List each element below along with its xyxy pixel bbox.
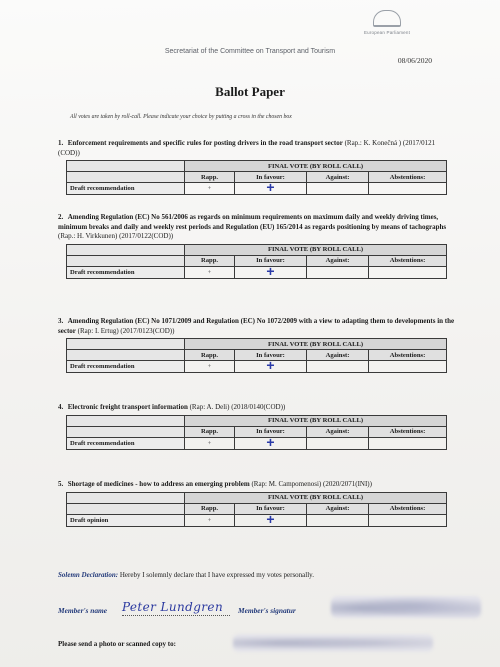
in-favour-cell[interactable]: [235, 357, 307, 373]
abstentions-cell[interactable]: [369, 183, 447, 195]
in-favour-header: In favour:: [235, 350, 307, 361]
item-number: 5.: [58, 480, 64, 488]
item-reference: (Rap.: K. Konečná ) (2017/0121 (COD)): [58, 139, 436, 157]
row-label: Draft recommendation: [67, 266, 185, 278]
ballot-item-1: [58, 139, 458, 195]
vote-table: [66, 244, 447, 279]
item-title: Amending Regulation (EC) No 561/2006 as regards on minimum requirements on maximum daily and weekly driving times, minimum breaks and daily and weekly rest periods and Regulation (EU) 165/2014 as regards positioning by means of tachographs: [58, 213, 447, 231]
vote-table: [66, 338, 447, 373]
parliament-emblem-icon: [373, 10, 401, 27]
rapp-header: Rapp.: [185, 172, 235, 183]
against-header: Against:: [307, 426, 369, 437]
secretariat-line: Secretariat of the Committee on Transport and Tourism: [164, 48, 336, 55]
abstentions-header: Abstentions:: [369, 255, 447, 266]
item-number: 4.: [58, 403, 64, 411]
against-cell[interactable]: [307, 361, 369, 373]
abstentions-header: Abstentions:: [369, 350, 447, 361]
item-title: Electronic freight transport information: [67, 403, 188, 411]
row-label: Draft opinion: [67, 514, 185, 526]
rapp-cell: +: [185, 514, 235, 526]
against-header: Against:: [307, 172, 369, 183]
abstentions-header: Abstentions:: [369, 503, 447, 514]
in-favour-cell[interactable]: [235, 262, 307, 279]
in-favour-header: In favour:: [235, 255, 307, 266]
item-reference: (Rap: A. Deli) (2018/0140(COD)): [189, 403, 286, 411]
row-label: Draft recommendation: [67, 183, 185, 195]
document-date: 08/06/2020: [397, 56, 432, 65]
final-vote-header: FINAL VOTE (BY ROLL CALL): [185, 339, 447, 350]
send-instructions: [58, 640, 478, 648]
rapp-cell: +: [185, 437, 235, 449]
item-number: 1.: [58, 139, 64, 147]
item-reference: (Rap: M. Campomenosi) (2020/2071(INI)): [251, 480, 372, 488]
against-header: Against:: [307, 255, 369, 266]
in-favour-cell[interactable]: [235, 433, 307, 450]
table-corner: [67, 415, 185, 426]
cross-mark-icon: +: [266, 262, 275, 279]
voting-instructions: All votes are taken by roll-call. Please indicate your choice by putting a cross in the chosen box: [70, 114, 292, 120]
table-corner: [67, 350, 185, 361]
solemn-declaration-label: Solemn Declaration:: [58, 571, 119, 579]
rapp-header: Rapp.: [185, 426, 235, 437]
in-favour-header: In favour:: [235, 172, 307, 183]
table-corner: [67, 426, 185, 437]
item-heading: [58, 480, 458, 490]
vote-table: [66, 492, 447, 527]
ballot-item-5: [58, 480, 458, 527]
in-favour-cell[interactable]: [235, 179, 307, 195]
item-reference: (Rap: I. Ertug) (2017/0123(COD)): [77, 326, 175, 335]
ballot-item-3: [58, 317, 458, 373]
item-heading: [58, 317, 458, 336]
item-heading: [58, 139, 458, 158]
item-title: Shortage of medicines - how to address an emerging problem: [67, 480, 250, 488]
final-vote-header: FINAL VOTE (BY ROLL CALL): [185, 161, 447, 172]
cross-mark-icon: +: [266, 433, 275, 450]
member-signature-label: Member's signatur: [238, 606, 296, 615]
ballot-item-4: [58, 403, 458, 450]
abstentions-cell[interactable]: [369, 266, 447, 278]
item-heading: [58, 403, 458, 413]
table-corner: [67, 339, 185, 350]
item-number: 2.: [58, 213, 64, 221]
rapp-header: Rapp.: [185, 255, 235, 266]
ballot-item-2: [58, 213, 458, 279]
final-vote-header: FINAL VOTE (BY ROLL CALL): [185, 492, 447, 503]
logo-caption: European Parliament: [363, 30, 411, 35]
rapp-header: Rapp.: [185, 503, 235, 514]
against-cell[interactable]: [307, 514, 369, 526]
european-parliament-logo: [358, 10, 416, 44]
table-corner: [67, 492, 185, 503]
rapp-cell: +: [185, 183, 235, 195]
final-vote-header: FINAL VOTE (BY ROLL CALL): [185, 415, 447, 426]
abstentions-cell[interactable]: [369, 361, 447, 373]
against-cell[interactable]: [307, 183, 369, 195]
in-favour-cell[interactable]: [235, 510, 307, 527]
abstentions-header: Abstentions:: [369, 426, 447, 437]
send-instructions-text: Please send a photo or scanned copy to:: [58, 640, 176, 648]
table-corner: [67, 244, 185, 255]
item-heading: [58, 213, 458, 242]
cross-mark-icon: +: [266, 357, 275, 373]
table-corner: [67, 255, 185, 266]
row-label: Draft recommendation: [67, 437, 185, 449]
rapp-cell: +: [185, 266, 235, 278]
abstentions-cell[interactable]: [369, 437, 447, 449]
row-label: Draft recommendation: [67, 361, 185, 373]
item-reference: (Rap.: H. Virkkunen) (2017/0122(COD)): [58, 232, 174, 240]
cross-mark-icon: +: [266, 510, 275, 527]
redacted-signature: [331, 596, 481, 618]
vote-table: [66, 415, 447, 450]
table-corner: [67, 172, 185, 183]
abstentions-header: Abstentions:: [369, 172, 447, 183]
against-cell[interactable]: [307, 437, 369, 449]
in-favour-header: In favour:: [235, 503, 307, 514]
against-header: Against:: [307, 503, 369, 514]
table-corner: [67, 503, 185, 514]
item-title: Enforcement requirements and specific rules for posting drivers in the road transport sector: [67, 139, 343, 147]
redacted-email: [233, 634, 433, 652]
member-name-line: [122, 615, 230, 616]
rapp-header: Rapp.: [185, 350, 235, 361]
in-favour-header: In favour:: [235, 426, 307, 437]
against-header: Against:: [307, 350, 369, 361]
page-title: Ballot Paper: [215, 84, 285, 99]
cross-mark-icon: +: [266, 179, 275, 195]
rapp-cell: +: [185, 361, 235, 373]
against-cell[interactable]: [307, 266, 369, 278]
abstentions-cell[interactable]: [369, 514, 447, 526]
item-title: Amending Regulation (EC) No 1071/2009 and Regulation (EC) No 1072/2009 with a view to adapting them to developments in the sector: [58, 317, 455, 335]
member-name-handwritten[interactable]: Peter Lundgren: [122, 600, 224, 614]
vote-table: [66, 160, 447, 195]
member-name-label: Member's name: [58, 606, 108, 615]
table-corner: [67, 161, 185, 172]
member-signature-block: [58, 600, 468, 622]
final-vote-header: FINAL VOTE (BY ROLL CALL): [185, 244, 447, 255]
solemn-declaration: [58, 571, 458, 579]
solemn-declaration-text: Hereby I solemnly declare that I have expressed my votes personally.: [119, 571, 314, 579]
item-number: 3.: [58, 317, 64, 325]
